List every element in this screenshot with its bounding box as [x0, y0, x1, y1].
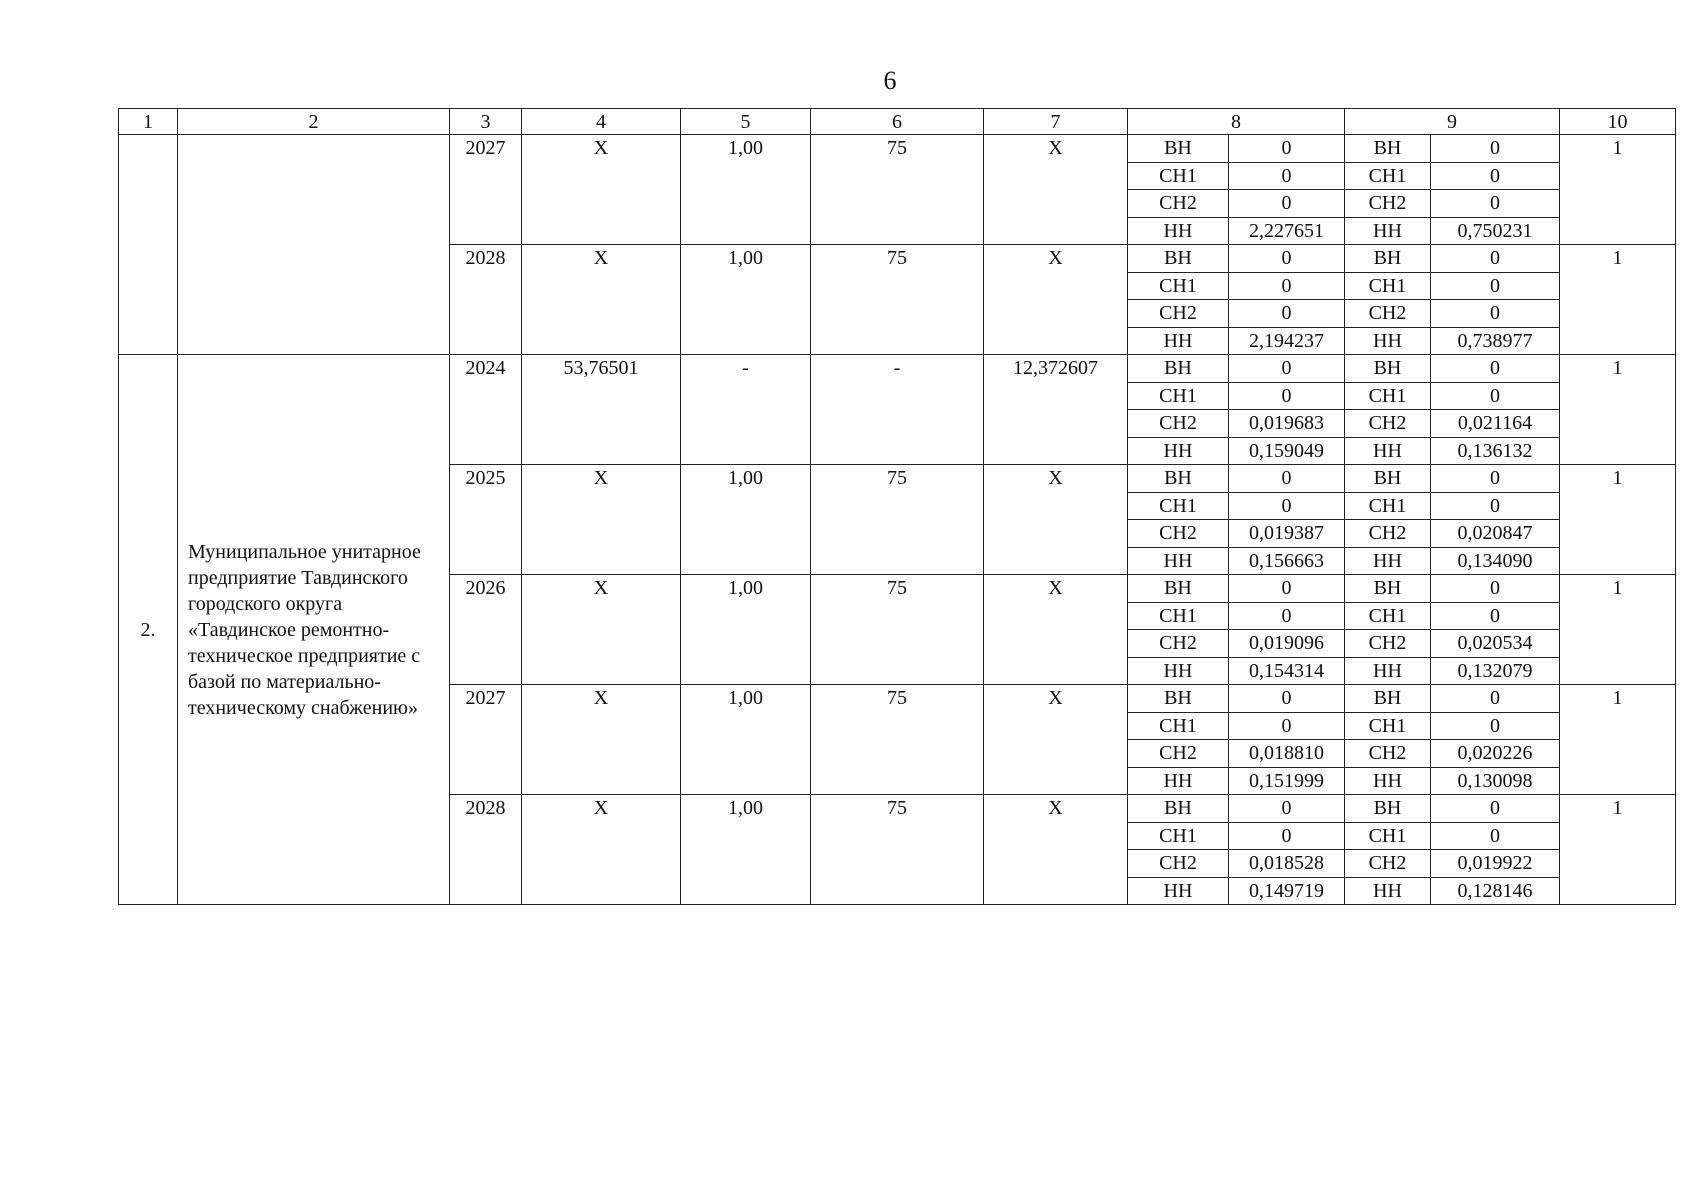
voltage-level-label: СН2 — [1128, 630, 1229, 658]
col8-value: 0,018810 — [1229, 740, 1345, 768]
col8-value: 0 — [1229, 300, 1345, 328]
col8-value: 2,194237 — [1229, 327, 1345, 355]
col5-cell: - — [681, 355, 811, 465]
voltage-level-label: НН — [1128, 767, 1229, 795]
col5-cell: 1,00 — [681, 685, 811, 795]
col4-cell: Х — [522, 245, 681, 355]
year-cell: 2026 — [450, 575, 522, 685]
voltage-level-label: НН — [1345, 547, 1431, 575]
col9-value: 0 — [1431, 795, 1560, 823]
col5-cell: 1,00 — [681, 575, 811, 685]
col9-value: 0 — [1431, 602, 1560, 630]
table-row — [119, 135, 1676, 163]
col5-cell: 1,00 — [681, 245, 811, 355]
voltage-level-label: ВН — [1128, 135, 1229, 163]
col8-value: 0 — [1229, 712, 1345, 740]
voltage-level-label: ВН — [1128, 795, 1229, 823]
col9-value: 0 — [1431, 135, 1560, 163]
col4-cell: Х — [522, 465, 681, 575]
voltage-level-label: НН — [1345, 877, 1431, 905]
voltage-level-label: СН2 — [1128, 740, 1229, 768]
column-header: 1 — [119, 109, 178, 135]
col10-cell: 1 — [1560, 575, 1676, 685]
voltage-level-label: ВН — [1345, 135, 1431, 163]
voltage-level-label: СН2 — [1128, 300, 1229, 328]
col8-value: 0 — [1229, 355, 1345, 383]
col8-value: 0 — [1229, 822, 1345, 850]
table-body — [119, 109, 1676, 905]
voltage-level-label: СН1 — [1345, 492, 1431, 520]
col6-cell: 75 — [811, 135, 984, 245]
organization-name — [178, 135, 450, 355]
table-row — [119, 355, 1676, 383]
voltage-level-label: ВН — [1128, 355, 1229, 383]
col10-cell: 1 — [1560, 135, 1676, 245]
col6-cell: 75 — [811, 575, 984, 685]
voltage-level-label: ВН — [1345, 245, 1431, 273]
voltage-level-label: НН — [1128, 217, 1229, 245]
organization-name: Муниципальное унитарное предприятие Тавдинского городского округа «Тавдинское ремонтно-техническое предприятие с базой по материально-техническому снабжению» — [178, 355, 450, 905]
col9-value: 0 — [1431, 300, 1560, 328]
row-number: 2. — [119, 355, 178, 905]
col9-value: 0,738977 — [1431, 327, 1560, 355]
col7-cell: Х — [984, 135, 1128, 245]
col8-value: 0 — [1229, 162, 1345, 190]
column-header: 4 — [522, 109, 681, 135]
col10-cell: 1 — [1560, 245, 1676, 355]
col8-value: 0 — [1229, 245, 1345, 273]
voltage-level-label: ВН — [1345, 465, 1431, 493]
col5-cell: 1,00 — [681, 795, 811, 905]
col9-value: 0,136132 — [1431, 437, 1560, 465]
col7-cell: Х — [984, 795, 1128, 905]
col9-value: 0 — [1431, 492, 1560, 520]
col4-cell: 53,76501 — [522, 355, 681, 465]
col6-cell: - — [811, 355, 984, 465]
col9-value: 0,021164 — [1431, 410, 1560, 438]
voltage-level-label: НН — [1128, 657, 1229, 685]
voltage-level-label: СН1 — [1345, 382, 1431, 410]
col9-value: 0,019922 — [1431, 850, 1560, 878]
voltage-level-label: ВН — [1128, 465, 1229, 493]
voltage-level-label: СН2 — [1345, 410, 1431, 438]
voltage-level-label: СН2 — [1345, 850, 1431, 878]
col6-cell: 75 — [811, 245, 984, 355]
col6-cell: 75 — [811, 465, 984, 575]
year-cell: 2027 — [450, 135, 522, 245]
voltage-level-label: НН — [1128, 877, 1229, 905]
voltage-level-label: СН2 — [1128, 520, 1229, 548]
voltage-level-label: СН2 — [1128, 190, 1229, 218]
voltage-level-label: СН2 — [1345, 520, 1431, 548]
col10-cell: 1 — [1560, 465, 1676, 575]
col9-value: 0,134090 — [1431, 547, 1560, 575]
col4-cell: Х — [522, 575, 681, 685]
col8-value: 0,019387 — [1229, 520, 1345, 548]
voltage-level-label: НН — [1345, 437, 1431, 465]
voltage-level-label: СН2 — [1345, 630, 1431, 658]
column-header: 5 — [681, 109, 811, 135]
col4-cell: Х — [522, 685, 681, 795]
voltage-level-label: СН2 — [1345, 740, 1431, 768]
col9-value: 0,128146 — [1431, 877, 1560, 905]
col8-value: 0,159049 — [1229, 437, 1345, 465]
col9-value: 0 — [1431, 575, 1560, 603]
column-header: 2 — [178, 109, 450, 135]
voltage-level-label: ВН — [1345, 685, 1431, 713]
year-cell: 2025 — [450, 465, 522, 575]
voltage-level-label: ВН — [1345, 575, 1431, 603]
col9-value: 0,020847 — [1431, 520, 1560, 548]
col4-cell: Х — [522, 135, 681, 245]
col10-cell: 1 — [1560, 685, 1676, 795]
col7-cell: 12,372607 — [984, 355, 1128, 465]
col8-value: 0 — [1229, 602, 1345, 630]
col8-value: 0 — [1229, 492, 1345, 520]
column-header: 8 — [1128, 109, 1345, 135]
column-header: 7 — [984, 109, 1128, 135]
voltage-level-label: СН1 — [1345, 162, 1431, 190]
col9-value: 0 — [1431, 685, 1560, 713]
row-number — [119, 135, 178, 355]
voltage-level-label: НН — [1345, 767, 1431, 795]
voltage-level-label: НН — [1128, 547, 1229, 575]
col9-value: 0 — [1431, 355, 1560, 383]
col5-cell: 1,00 — [681, 465, 811, 575]
voltage-level-label: НН — [1345, 217, 1431, 245]
col8-value: 0 — [1229, 685, 1345, 713]
col8-value: 0 — [1229, 272, 1345, 300]
year-cell: 2027 — [450, 685, 522, 795]
voltage-level-label: ВН — [1128, 575, 1229, 603]
col9-value: 0 — [1431, 382, 1560, 410]
voltage-level-label: ВН — [1345, 355, 1431, 383]
col8-value: 0 — [1229, 382, 1345, 410]
column-header: 10 — [1560, 109, 1676, 135]
col8-value: 0 — [1229, 190, 1345, 218]
voltage-level-label: СН1 — [1345, 602, 1431, 630]
voltage-level-label: СН1 — [1345, 822, 1431, 850]
voltage-level-label: НН — [1128, 327, 1229, 355]
col8-value: 0,018528 — [1229, 850, 1345, 878]
voltage-level-label: ВН — [1128, 685, 1229, 713]
col9-value: 0 — [1431, 162, 1560, 190]
voltage-level-label: ВН — [1128, 245, 1229, 273]
page-number: 6 — [883, 66, 897, 95]
col9-value: 0,020226 — [1431, 740, 1560, 768]
year-cell: 2028 — [450, 245, 522, 355]
column-header: 9 — [1345, 109, 1560, 135]
col8-value: 2,227651 — [1229, 217, 1345, 245]
col9-value: 0 — [1431, 712, 1560, 740]
col4-cell: Х — [522, 795, 681, 905]
col9-value: 0 — [1431, 822, 1560, 850]
column-header: 6 — [811, 109, 984, 135]
voltage-level-label: СН2 — [1128, 850, 1229, 878]
year-cell: 2028 — [450, 795, 522, 905]
year-cell: 2024 — [450, 355, 522, 465]
col8-value: 0 — [1229, 135, 1345, 163]
col9-value: 0 — [1431, 190, 1560, 218]
col8-value: 0 — [1229, 795, 1345, 823]
voltage-level-label: СН1 — [1345, 712, 1431, 740]
col8-value: 0,019683 — [1229, 410, 1345, 438]
voltage-level-label: СН1 — [1128, 602, 1229, 630]
col8-value: 0 — [1229, 575, 1345, 603]
col9-value: 0 — [1431, 465, 1560, 493]
voltage-level-label: СН2 — [1345, 300, 1431, 328]
col9-value: 0,132079 — [1431, 657, 1560, 685]
col6-cell: 75 — [811, 795, 984, 905]
col9-value: 0 — [1431, 272, 1560, 300]
col8-value: 0,149719 — [1229, 877, 1345, 905]
col8-value: 0,154314 — [1229, 657, 1345, 685]
voltage-level-label: СН1 — [1128, 272, 1229, 300]
col8-value: 0,156663 — [1229, 547, 1345, 575]
col7-cell: Х — [984, 245, 1128, 355]
voltage-level-label: СН1 — [1128, 822, 1229, 850]
voltage-level-label: НН — [1345, 327, 1431, 355]
col7-cell: Х — [984, 465, 1128, 575]
voltage-level-label: СН2 — [1128, 410, 1229, 438]
col6-cell: 75 — [811, 685, 984, 795]
col8-value: 0,151999 — [1229, 767, 1345, 795]
header-row — [119, 109, 1676, 135]
voltage-level-label: НН — [1345, 657, 1431, 685]
voltage-level-label: СН1 — [1128, 492, 1229, 520]
voltage-level-label: СН1 — [1345, 272, 1431, 300]
col7-cell: Х — [984, 685, 1128, 795]
tariff-table — [118, 108, 1676, 905]
voltage-level-label: ВН — [1345, 795, 1431, 823]
col9-value: 0 — [1431, 245, 1560, 273]
voltage-level-label: СН1 — [1128, 712, 1229, 740]
voltage-level-label: СН1 — [1128, 162, 1229, 190]
tariff-table-container — [118, 108, 1675, 902]
col10-cell: 1 — [1560, 795, 1676, 905]
col9-value: 0,020534 — [1431, 630, 1560, 658]
col8-value: 0,019096 — [1229, 630, 1345, 658]
col9-value: 0,130098 — [1431, 767, 1560, 795]
voltage-level-label: НН — [1128, 437, 1229, 465]
col10-cell: 1 — [1560, 355, 1676, 465]
col9-value: 0,750231 — [1431, 217, 1560, 245]
column-header: 3 — [450, 109, 522, 135]
voltage-level-label: СН2 — [1345, 190, 1431, 218]
col8-value: 0 — [1229, 465, 1345, 493]
voltage-level-label: СН1 — [1128, 382, 1229, 410]
col5-cell: 1,00 — [681, 135, 811, 245]
col7-cell: Х — [984, 575, 1128, 685]
